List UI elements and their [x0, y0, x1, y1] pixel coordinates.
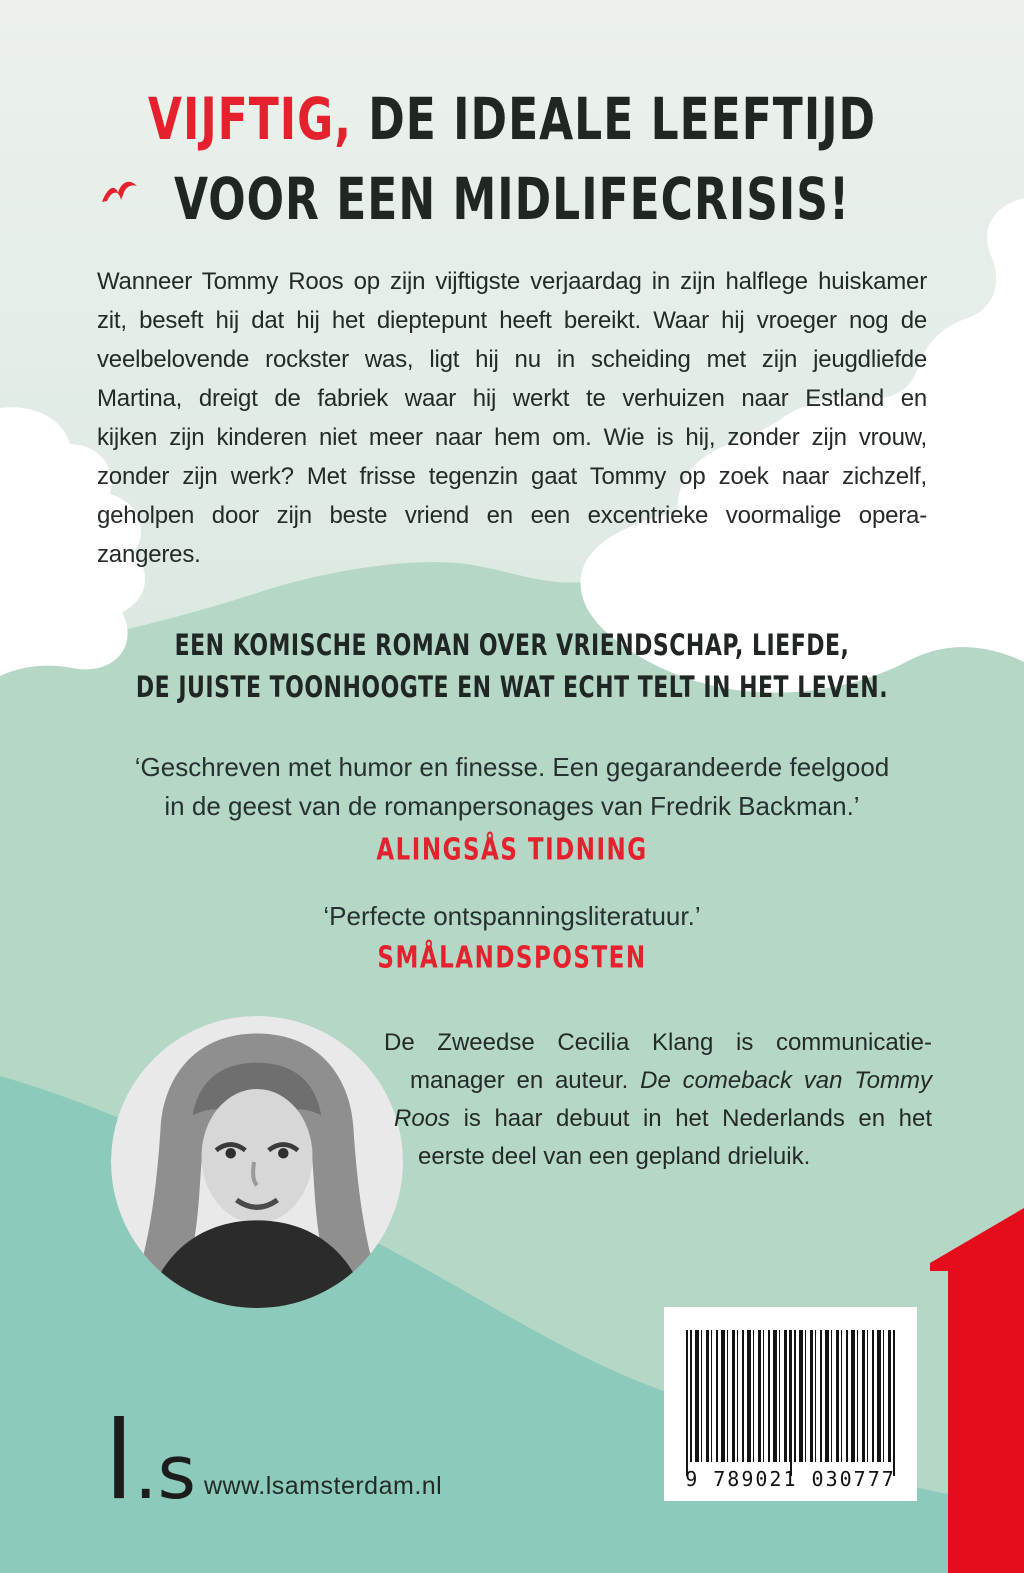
review1-quote-line2: in de geest van de romanpersonages van Fredrik Backman.’: [164, 791, 860, 821]
author-bio-line: De Zweedse Cecilia Klang is communicatie-: [384, 1029, 932, 1056]
author-bio: [384, 1024, 932, 1176]
review1-quote-line1: ‘Geschreven met humor en finesse. Een gegarandeerde feelgood: [134, 752, 890, 782]
synopsis-line: Martina, dreigt de fabriek waar hij werkt te verhuizen naar Estland en: [97, 385, 927, 412]
barcode-guard-bar: [790, 1330, 792, 1476]
tagline-line2: DE JUISTE TOONHOOGTE EN WAT ECHT TELT IN HET LEVEN.: [135, 672, 889, 705]
headline-line1: VIJFTIG, DE IDEALE LEEFTIJD: [147, 86, 877, 154]
synopsis-line: kijken zijn kinderen niet meer naar hem om. Wie is hij, zonder zijn vrouw,: [97, 424, 927, 451]
barcode-guard-bar: [686, 1330, 688, 1476]
review2-source: SMÅLANDSPOSTEN: [377, 941, 647, 976]
synopsis-line: zangeres.: [97, 541, 201, 568]
synopsis-line: Wanneer Tommy Roos op zijn vijftigste verjaardag in zijn halflege huiskamer: [97, 268, 927, 295]
barcode: [664, 1307, 917, 1501]
author-bio-line: manager en auteur. De comeback van Tommy: [410, 1067, 932, 1094]
publisher-logo: [104, 1399, 197, 1524]
bookmark-ribbon-body: [948, 1224, 1024, 1573]
review2-quote-line1: ‘Perfecte ontspanningsliteratuur.’: [323, 901, 701, 931]
publisher-logo-l: l: [104, 1399, 135, 1524]
publisher-logo-dot: .: [134, 1430, 158, 1516]
headline-line2: VOOR EEN MIDLIFECRISIS!: [173, 166, 851, 234]
synopsis-line: veelbelovende rockster was, ligt hij nu in scheiding met zijn jeugdliefde: [97, 346, 927, 373]
synopsis-line: geholpen door zijn beste vriend en een excentrieke voormalige opera-: [97, 502, 927, 529]
synopsis-line: zonder zijn werk? Met frisse tegenzin gaat Tommy op zoek naar zichzelf,: [97, 463, 927, 490]
publisher-logo-s: s: [157, 1430, 197, 1516]
author-photo-graphic: [111, 1016, 403, 1308]
author-photo: [111, 1016, 403, 1308]
publisher-website: www.lsamsterdam.nl: [204, 1472, 443, 1500]
isbn-number: 9 789021 030777: [685, 1467, 896, 1491]
author-bio-line: Roos is haar debuut in het Nederlands en het: [394, 1105, 932, 1132]
synopsis-paragraph: [97, 262, 927, 574]
synopsis-line: zit, beseft hij dat hij het dieptepunt heeft bereikt. Waar hij vroeger nog de: [97, 307, 927, 334]
review1-source: ALINGSÅS TIDNING: [376, 833, 648, 868]
barcode-guard-bar: [893, 1330, 895, 1476]
author-bio-line: eerste deel van een gepland drieluik.: [418, 1143, 811, 1170]
tagline-line1: EEN KOMISCHE ROMAN OVER VRIENDSCHAP, LIEFDE,: [174, 630, 850, 663]
